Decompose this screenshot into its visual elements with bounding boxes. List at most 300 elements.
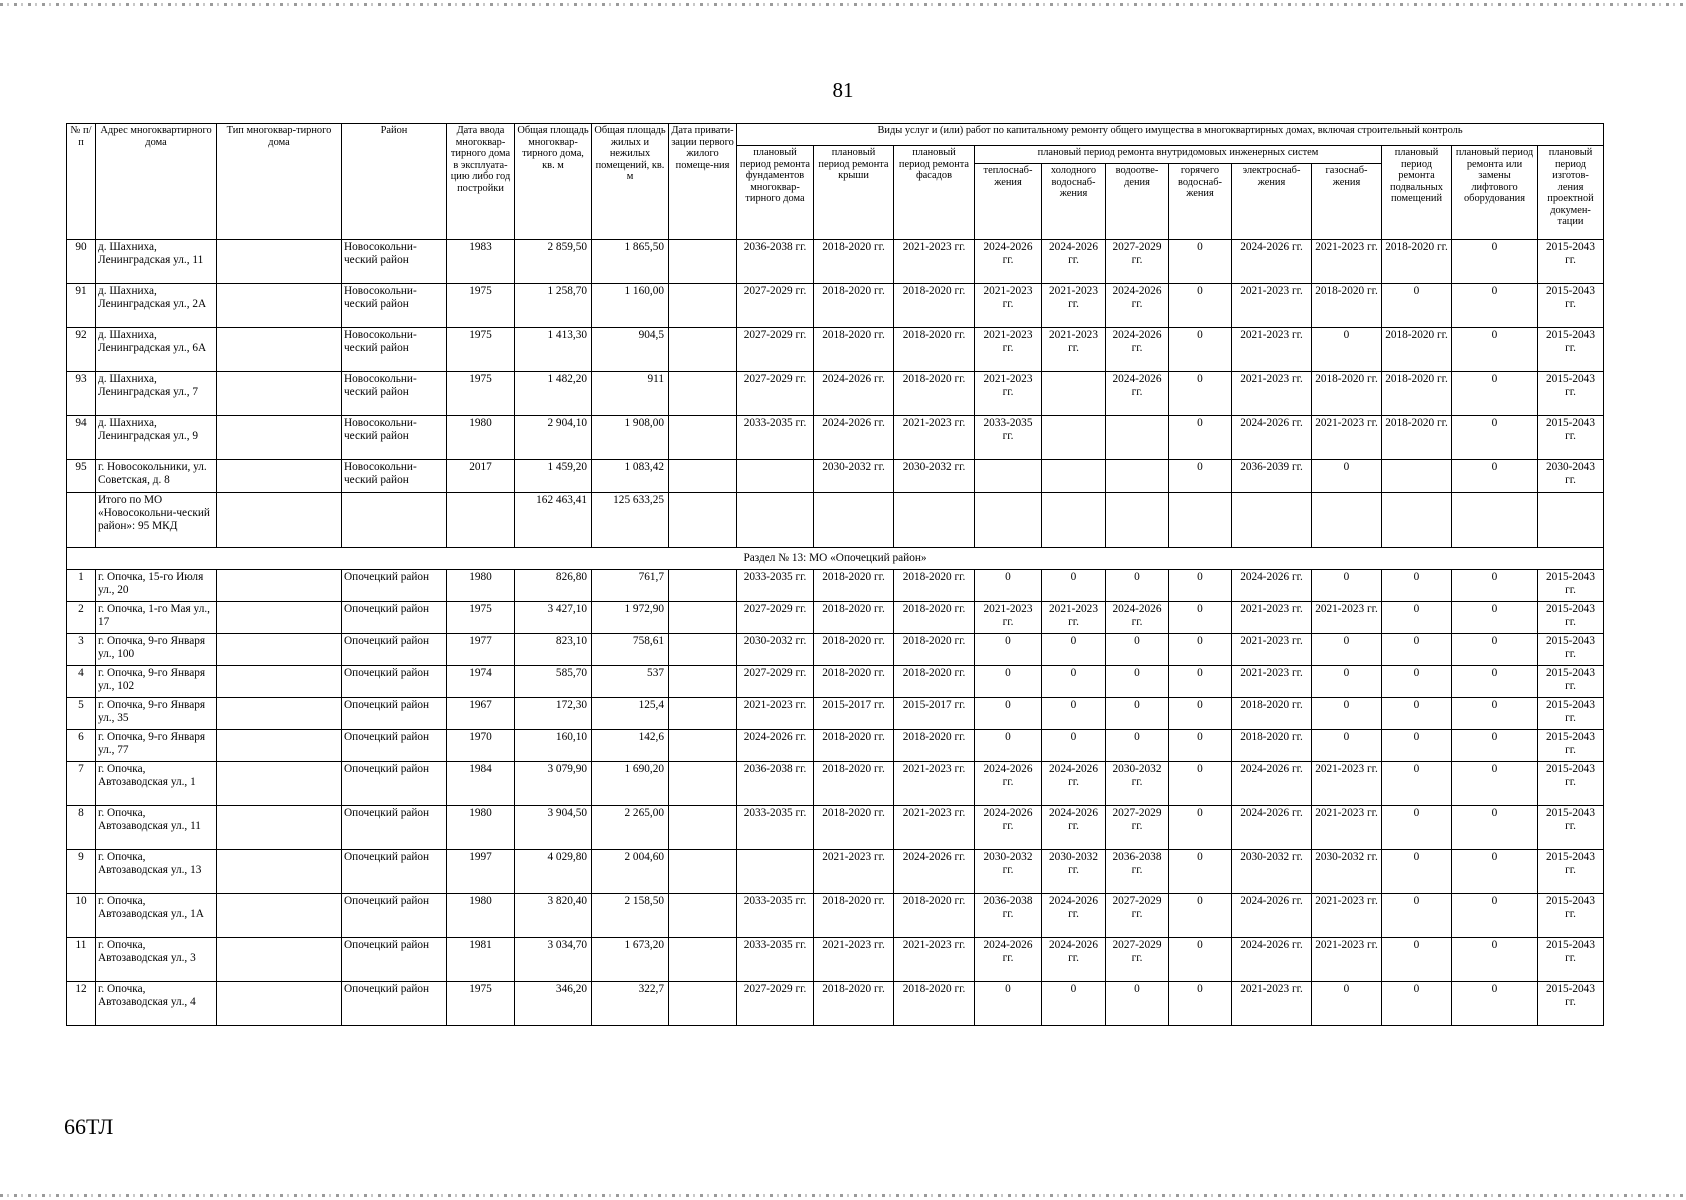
header-facade: плановый период ремонта фасадов bbox=[894, 146, 975, 240]
year-cell: 1984 bbox=[447, 762, 515, 806]
hot-water-cell: 0 bbox=[1169, 634, 1232, 666]
table-total-section bbox=[67, 493, 1604, 570]
design-docs-cell: 2015-2043 гг. bbox=[1538, 762, 1604, 806]
cold-water-cell: 0 bbox=[1042, 698, 1106, 730]
privatization-cell bbox=[669, 284, 737, 328]
design-docs-cell: 2015-2043 гг. bbox=[1538, 570, 1604, 602]
table-row bbox=[67, 698, 1604, 730]
row-number: 1 bbox=[67, 570, 96, 602]
basement-cell: 2018-2020 гг. bbox=[1382, 240, 1452, 284]
total-area-cell: 3 427,10 bbox=[515, 602, 592, 634]
row-number: 7 bbox=[67, 762, 96, 806]
elevator-cell: 0 bbox=[1452, 938, 1538, 982]
privatization-cell bbox=[669, 328, 737, 372]
header-address: Адрес многоквартирного дома bbox=[96, 124, 217, 240]
facade-cell: 2021-2023 гг. bbox=[894, 240, 975, 284]
living-area-cell: 125,4 bbox=[592, 698, 669, 730]
year-cell: 1975 bbox=[447, 982, 515, 1026]
type-cell bbox=[217, 372, 342, 416]
privatization-cell bbox=[669, 698, 737, 730]
roof-cell: 2018-2020 гг. bbox=[814, 730, 894, 762]
year-cell: 1980 bbox=[447, 894, 515, 938]
row-number: 92 bbox=[67, 328, 96, 372]
elevator-cell: 0 bbox=[1452, 372, 1538, 416]
privatization-cell bbox=[669, 730, 737, 762]
living-area-cell: 142,6 bbox=[592, 730, 669, 762]
facade-cell: 2021-2023 гг. bbox=[894, 762, 975, 806]
living-area-cell: 1 865,50 bbox=[592, 240, 669, 284]
cold-water-cell: 2024-2026 гг. bbox=[1042, 240, 1106, 284]
living-area-cell: 904,5 bbox=[592, 328, 669, 372]
foundation-cell: 2021-2023 гг. bbox=[737, 698, 814, 730]
basement-cell: 0 bbox=[1382, 730, 1452, 762]
header-total-area: Общая площадь многоквар-тирного дома, кв. м bbox=[515, 124, 592, 240]
district-cell: Опочецкий район bbox=[342, 938, 447, 982]
hot-water-cell: 0 bbox=[1169, 762, 1232, 806]
table-row bbox=[67, 982, 1604, 1026]
year-cell: 1977 bbox=[447, 634, 515, 666]
facade-cell: 2018-2020 гг. bbox=[894, 730, 975, 762]
cold-water-cell: 2024-2026 гг. bbox=[1042, 938, 1106, 982]
facade-cell: 2018-2020 гг. bbox=[894, 666, 975, 698]
privatization-cell bbox=[669, 240, 737, 284]
table-row bbox=[67, 634, 1604, 666]
header-gas: газоснаб-жения bbox=[1312, 164, 1382, 240]
table-row bbox=[67, 850, 1604, 894]
address-cell: г. Опочка, Автозаводская ул., 3 bbox=[96, 938, 217, 982]
basement-cell: 0 bbox=[1382, 762, 1452, 806]
heat-cell: 2024-2026 гг. bbox=[975, 806, 1042, 850]
address-cell: г. Опочка, 9-го Января ул., 102 bbox=[96, 666, 217, 698]
cold-water-cell: 2021-2023 гг. bbox=[1042, 328, 1106, 372]
address-cell: г. Опочка, Автозаводская ул., 1А bbox=[96, 894, 217, 938]
electric-cell: 2021-2023 гг. bbox=[1232, 602, 1312, 634]
type-cell bbox=[217, 460, 342, 493]
hot-water-cell: 0 bbox=[1169, 698, 1232, 730]
roof-cell: 2018-2020 гг. bbox=[814, 602, 894, 634]
gas-cell: 2018-2020 гг. bbox=[1312, 284, 1382, 328]
table-row bbox=[67, 570, 1604, 602]
header-roof: плановый период ремонта крыши bbox=[814, 146, 894, 240]
gas-cell: 2021-2023 гг. bbox=[1312, 938, 1382, 982]
sewer-cell: 2024-2026 гг. bbox=[1106, 602, 1169, 634]
row-number: 3 bbox=[67, 634, 96, 666]
facade-cell: 2018-2020 гг. bbox=[894, 894, 975, 938]
table-row bbox=[67, 284, 1604, 328]
cold-water-cell bbox=[1042, 460, 1106, 493]
year-cell: 1980 bbox=[447, 806, 515, 850]
district-cell: Опочецкий район bbox=[342, 698, 447, 730]
hot-water-cell: 0 bbox=[1169, 240, 1232, 284]
roof-cell: 2018-2020 гг. bbox=[814, 328, 894, 372]
heat-cell: 2021-2023 гг. bbox=[975, 284, 1042, 328]
electric-cell: 2024-2026 гг. bbox=[1232, 570, 1312, 602]
year-cell: 1974 bbox=[447, 666, 515, 698]
scan-bottom-edge bbox=[0, 1194, 1686, 1197]
facade-cell: 2021-2023 гг. bbox=[894, 806, 975, 850]
total-area-cell: 3 904,50 bbox=[515, 806, 592, 850]
heat-cell: 0 bbox=[975, 698, 1042, 730]
electric-cell: 2021-2023 гг. bbox=[1232, 328, 1312, 372]
address-cell: г. Опочка, 9-го Января ул., 100 bbox=[96, 634, 217, 666]
electric-cell: 2018-2020 гг. bbox=[1232, 730, 1312, 762]
roof-cell: 2021-2023 гг. bbox=[814, 938, 894, 982]
electric-cell: 2024-2026 гг. bbox=[1232, 240, 1312, 284]
roof-cell: 2015-2017 гг. bbox=[814, 698, 894, 730]
total-area-cell: 1 258,70 bbox=[515, 284, 592, 328]
type-cell bbox=[217, 666, 342, 698]
living-area-cell: 1 673,20 bbox=[592, 938, 669, 982]
privatization-cell bbox=[669, 762, 737, 806]
living-area-cell: 758,61 bbox=[592, 634, 669, 666]
table-row bbox=[67, 602, 1604, 634]
section-title: Раздел № 13: МО «Опочецкий район» bbox=[67, 548, 1604, 570]
gas-cell: 2021-2023 гг. bbox=[1312, 762, 1382, 806]
design-docs-cell: 2015-2043 гг. bbox=[1538, 850, 1604, 894]
hot-water-cell: 0 bbox=[1169, 894, 1232, 938]
foundation-cell: 2027-2029 гг. bbox=[737, 328, 814, 372]
living-area-cell: 911 bbox=[592, 372, 669, 416]
hot-water-cell: 0 bbox=[1169, 602, 1232, 634]
row-number: 11 bbox=[67, 938, 96, 982]
privatization-cell bbox=[669, 938, 737, 982]
total-area-cell: 1 482,20 bbox=[515, 372, 592, 416]
living-area-cell: 1 690,20 bbox=[592, 762, 669, 806]
privatization-cell bbox=[669, 806, 737, 850]
header-num: № п/п bbox=[67, 124, 96, 240]
gas-cell: 0 bbox=[1312, 460, 1382, 493]
year-cell: 1981 bbox=[447, 938, 515, 982]
foundation-cell: 2036-2038 гг. bbox=[737, 762, 814, 806]
basement-cell: 0 bbox=[1382, 634, 1452, 666]
row-number: 4 bbox=[67, 666, 96, 698]
elevator-cell: 0 bbox=[1452, 666, 1538, 698]
foundation-cell bbox=[737, 850, 814, 894]
foundation-cell: 2030-2032 гг. bbox=[737, 634, 814, 666]
total-area-cell: 826,80 bbox=[515, 570, 592, 602]
gas-cell: 0 bbox=[1312, 570, 1382, 602]
heat-cell: 2033-2035 гг. bbox=[975, 416, 1042, 460]
design-docs-cell: 2030-2043 гг. bbox=[1538, 460, 1604, 493]
foundation-cell: 2033-2035 гг. bbox=[737, 806, 814, 850]
type-cell bbox=[217, 730, 342, 762]
total-area-cell: 4 029,80 bbox=[515, 850, 592, 894]
cold-water-cell: 0 bbox=[1042, 982, 1106, 1026]
address-cell: д. Шахниха, Ленинградская ул., 6А bbox=[96, 328, 217, 372]
roof-cell: 2018-2020 гг. bbox=[814, 762, 894, 806]
address-cell: г. Опочка, Автозаводская ул., 4 bbox=[96, 982, 217, 1026]
table-row bbox=[67, 372, 1604, 416]
electric-cell: 2024-2026 гг. bbox=[1232, 806, 1312, 850]
total-area-cell: 3 034,70 bbox=[515, 938, 592, 982]
design-docs-cell: 2015-2043 гг. bbox=[1538, 372, 1604, 416]
roof-cell: 2021-2023 гг. bbox=[814, 850, 894, 894]
header-foundation: плановый период ремонта фундаментов многоквар-тирного дома bbox=[737, 146, 814, 240]
district-cell: Опочецкий район bbox=[342, 894, 447, 938]
table-row bbox=[67, 666, 1604, 698]
year-cell: 1997 bbox=[447, 850, 515, 894]
privatization-cell bbox=[669, 602, 737, 634]
heat-cell: 0 bbox=[975, 730, 1042, 762]
facade-cell: 2018-2020 гг. bbox=[894, 284, 975, 328]
electric-cell: 2021-2023 гг. bbox=[1232, 372, 1312, 416]
foundation-cell: 2033-2035 гг. bbox=[737, 938, 814, 982]
privatization-cell bbox=[669, 372, 737, 416]
district-cell: Новосокольни-ческий район bbox=[342, 416, 447, 460]
header-electric: электроснаб-жения bbox=[1232, 164, 1312, 240]
row-number: 2 bbox=[67, 602, 96, 634]
address-cell: д. Шахниха, Ленинградская ул., 9 bbox=[96, 416, 217, 460]
design-docs-cell: 2015-2043 гг. bbox=[1538, 328, 1604, 372]
roof-cell: 2018-2020 гг. bbox=[814, 240, 894, 284]
foundation-cell: 2027-2029 гг. bbox=[737, 284, 814, 328]
elevator-cell: 0 bbox=[1452, 698, 1538, 730]
privatization-cell bbox=[669, 982, 737, 1026]
sewer-cell: 2027-2029 гг. bbox=[1106, 894, 1169, 938]
total-area-cell: 823,10 bbox=[515, 634, 592, 666]
address-cell: г. Опочка, 1-го Мая ул., 17 bbox=[96, 602, 217, 634]
privatization-cell bbox=[669, 850, 737, 894]
elevator-cell: 0 bbox=[1452, 982, 1538, 1026]
living-area-cell: 1 083,42 bbox=[592, 460, 669, 493]
elevator-cell: 0 bbox=[1452, 634, 1538, 666]
foundation-cell: 2033-2035 гг. bbox=[737, 894, 814, 938]
cold-water-cell: 0 bbox=[1042, 570, 1106, 602]
address-cell: г. Опочка, Автозаводская ул., 13 bbox=[96, 850, 217, 894]
row-number: 9 bbox=[67, 850, 96, 894]
elevator-cell: 0 bbox=[1452, 570, 1538, 602]
elevator-cell: 0 bbox=[1452, 762, 1538, 806]
sewer-cell bbox=[1106, 460, 1169, 493]
total-area-cell: 2 859,50 bbox=[515, 240, 592, 284]
roof-cell: 2018-2020 гг. bbox=[814, 284, 894, 328]
table-body-part1 bbox=[67, 240, 1604, 493]
heat-cell: 2021-2023 гг. bbox=[975, 328, 1042, 372]
sewer-cell: 2027-2029 гг. bbox=[1106, 240, 1169, 284]
type-cell bbox=[217, 240, 342, 284]
header-cold-water: холодного водоснаб-жения bbox=[1042, 164, 1106, 240]
elevator-cell: 0 bbox=[1452, 850, 1538, 894]
total-area-cell: 1 413,30 bbox=[515, 328, 592, 372]
heat-cell: 2036-2038 гг. bbox=[975, 894, 1042, 938]
total-label: Итого по МО «Новосокольни-ческий район»: 95 МКД bbox=[96, 493, 217, 548]
sewer-cell: 2027-2029 гг. bbox=[1106, 806, 1169, 850]
cold-water-cell: 2021-2023 гг. bbox=[1042, 284, 1106, 328]
gas-cell: 0 bbox=[1312, 634, 1382, 666]
electric-cell: 2021-2023 гг. bbox=[1232, 666, 1312, 698]
facade-cell: 2018-2020 гг. bbox=[894, 982, 975, 1026]
elevator-cell: 0 bbox=[1452, 416, 1538, 460]
foundation-cell: 2033-2035 гг. bbox=[737, 416, 814, 460]
design-docs-cell: 2015-2043 гг. bbox=[1538, 894, 1604, 938]
total-area-cell: 3 079,90 bbox=[515, 762, 592, 806]
heat-cell: 0 bbox=[975, 634, 1042, 666]
address-cell: г. Опочка, 15-го Июля ул., 20 bbox=[96, 570, 217, 602]
row-number: 90 bbox=[67, 240, 96, 284]
header-type: Тип многоквар-тирного дома bbox=[217, 124, 342, 240]
hot-water-cell: 0 bbox=[1169, 570, 1232, 602]
living-area-cell: 1 908,00 bbox=[592, 416, 669, 460]
foundation-cell: 2027-2029 гг. bbox=[737, 602, 814, 634]
type-cell bbox=[217, 762, 342, 806]
sewer-cell: 2030-2032 гг. bbox=[1106, 762, 1169, 806]
district-cell: Новосокольни-ческий район bbox=[342, 240, 447, 284]
type-cell bbox=[217, 698, 342, 730]
hot-water-cell: 0 bbox=[1169, 284, 1232, 328]
electric-cell: 2021-2023 гг. bbox=[1232, 982, 1312, 1026]
facade-cell: 2018-2020 гг. bbox=[894, 570, 975, 602]
privatization-cell bbox=[669, 570, 737, 602]
header-hot-water: горячего водоснаб-жения bbox=[1169, 164, 1232, 240]
district-cell: Новосокольни-ческий район bbox=[342, 460, 447, 493]
foundation-cell: 2027-2029 гг. bbox=[737, 666, 814, 698]
hot-water-cell: 0 bbox=[1169, 416, 1232, 460]
total-area-cell: 346,20 bbox=[515, 982, 592, 1026]
address-cell: г. Опочка, 9-го Января ул., 35 bbox=[96, 698, 217, 730]
address-cell: д. Шахниха, Ленинградская ул., 11 bbox=[96, 240, 217, 284]
header-living-area: Общая площадь жилых и нежилых помещений, кв. м bbox=[592, 124, 669, 240]
row-number: 91 bbox=[67, 284, 96, 328]
year-cell: 2017 bbox=[447, 460, 515, 493]
heat-cell: 2021-2023 гг. bbox=[975, 372, 1042, 416]
row-number: 8 bbox=[67, 806, 96, 850]
design-docs-cell: 2015-2043 гг. bbox=[1538, 982, 1604, 1026]
elevator-cell: 0 bbox=[1452, 240, 1538, 284]
district-cell: Новосокольни-ческий район bbox=[342, 328, 447, 372]
header-systems-group: плановый период ремонта внутридомовых инженерных систем bbox=[975, 146, 1382, 164]
cold-water-cell: 2024-2026 гг. bbox=[1042, 762, 1106, 806]
cold-water-cell: 2024-2026 гг. bbox=[1042, 894, 1106, 938]
electric-cell: 2024-2026 гг. bbox=[1232, 762, 1312, 806]
address-cell: г. Опочка, 9-го Января ул., 77 bbox=[96, 730, 217, 762]
living-area-cell: 1 160,00 bbox=[592, 284, 669, 328]
district-cell: Опочецкий район bbox=[342, 730, 447, 762]
sewer-cell: 0 bbox=[1106, 666, 1169, 698]
living-area-cell: 1 972,90 bbox=[592, 602, 669, 634]
roof-cell: 2018-2020 гг. bbox=[814, 894, 894, 938]
facade-cell: 2024-2026 гг. bbox=[894, 850, 975, 894]
total-area-sum: 162 463,41 bbox=[515, 493, 592, 548]
district-cell: Новосокольни-ческий район bbox=[342, 284, 447, 328]
elevator-cell: 0 bbox=[1452, 602, 1538, 634]
cold-water-cell: 0 bbox=[1042, 666, 1106, 698]
address-cell: д. Шахниха, Ленинградская ул., 2А bbox=[96, 284, 217, 328]
gas-cell: 2021-2023 гг. bbox=[1312, 416, 1382, 460]
design-docs-cell: 2015-2043 гг. bbox=[1538, 698, 1604, 730]
sewer-cell bbox=[1106, 416, 1169, 460]
design-docs-cell: 2015-2043 гг. bbox=[1538, 240, 1604, 284]
year-cell: 1975 bbox=[447, 372, 515, 416]
basement-cell: 0 bbox=[1382, 982, 1452, 1026]
privatization-cell bbox=[669, 634, 737, 666]
district-cell: Опочецкий район bbox=[342, 762, 447, 806]
gas-cell: 0 bbox=[1312, 666, 1382, 698]
electric-cell: 2021-2023 гг. bbox=[1232, 284, 1312, 328]
total-area-cell: 2 904,10 bbox=[515, 416, 592, 460]
district-cell: Опочецкий район bbox=[342, 602, 447, 634]
hot-water-cell: 0 bbox=[1169, 730, 1232, 762]
hot-water-cell: 0 bbox=[1169, 666, 1232, 698]
gas-cell: 0 bbox=[1312, 328, 1382, 372]
design-docs-cell: 2015-2043 гг. bbox=[1538, 666, 1604, 698]
basement-cell: 0 bbox=[1382, 602, 1452, 634]
district-cell: Новосокольни-ческий район bbox=[342, 372, 447, 416]
row-number: 95 bbox=[67, 460, 96, 493]
gas-cell: 0 bbox=[1312, 730, 1382, 762]
facade-cell: 2018-2020 гг. bbox=[894, 328, 975, 372]
roof-cell: 2018-2020 гг. bbox=[814, 982, 894, 1026]
facade-cell: 2015-2017 гг. bbox=[894, 698, 975, 730]
address-cell: г. Новосокольники, ул. Советская, д. 8 bbox=[96, 460, 217, 493]
basement-cell: 0 bbox=[1382, 284, 1452, 328]
facade-cell: 2030-2032 гг. bbox=[894, 460, 975, 493]
table-row bbox=[67, 240, 1604, 284]
gas-cell: 0 bbox=[1312, 698, 1382, 730]
elevator-cell: 0 bbox=[1452, 806, 1538, 850]
basement-cell: 0 bbox=[1382, 938, 1452, 982]
living-area-cell: 322,7 bbox=[592, 982, 669, 1026]
sewer-cell: 0 bbox=[1106, 730, 1169, 762]
sewer-cell: 2024-2026 гг. bbox=[1106, 328, 1169, 372]
total-area-cell: 1 459,20 bbox=[515, 460, 592, 493]
table-row bbox=[67, 416, 1604, 460]
type-cell bbox=[217, 570, 342, 602]
heat-cell: 2024-2026 гг. bbox=[975, 938, 1042, 982]
type-cell bbox=[217, 328, 342, 372]
year-cell: 1980 bbox=[447, 570, 515, 602]
table-row bbox=[67, 938, 1604, 982]
heat-cell: 2030-2032 гг. bbox=[975, 850, 1042, 894]
foundation-cell: 2033-2035 гг. bbox=[737, 570, 814, 602]
heat-cell: 0 bbox=[975, 666, 1042, 698]
table-row bbox=[67, 894, 1604, 938]
address-cell: г. Опочка, Автозаводская ул., 11 bbox=[96, 806, 217, 850]
privatization-cell bbox=[669, 416, 737, 460]
electric-cell: 2021-2023 гг. bbox=[1232, 634, 1312, 666]
type-cell bbox=[217, 850, 342, 894]
header-privatization-date: Дата привати-зации первого жилого помеще-ния bbox=[669, 124, 737, 240]
page-number: 81 bbox=[832, 78, 854, 102]
electric-cell: 2024-2026 гг. bbox=[1232, 416, 1312, 460]
cold-water-cell bbox=[1042, 372, 1106, 416]
foundation-cell: 2027-2029 гг. bbox=[737, 982, 814, 1026]
year-cell: 1975 bbox=[447, 602, 515, 634]
header-commission-date: Дата ввода многоквар-тирного дома в эксплуата-цию либо год постройки bbox=[447, 124, 515, 240]
foundation-cell: 2036-2038 гг. bbox=[737, 240, 814, 284]
header-design-docs: плановый период изготов-ления проектной докумен-тации bbox=[1538, 146, 1604, 240]
total-area-cell: 3 820,40 bbox=[515, 894, 592, 938]
total-area-cell: 585,70 bbox=[515, 666, 592, 698]
year-cell: 1975 bbox=[447, 284, 515, 328]
district-cell: Опочецкий район bbox=[342, 806, 447, 850]
row-number: 6 bbox=[67, 730, 96, 762]
year-cell: 1970 bbox=[447, 730, 515, 762]
sewer-cell: 0 bbox=[1106, 634, 1169, 666]
header-district: Район bbox=[342, 124, 447, 240]
living-area-cell: 2 265,00 bbox=[592, 806, 669, 850]
elevator-cell: 0 bbox=[1452, 460, 1538, 493]
heat-cell bbox=[975, 460, 1042, 493]
gas-cell: 2021-2023 гг. bbox=[1312, 894, 1382, 938]
header-sewer: водоотве-дения bbox=[1106, 164, 1169, 240]
roof-cell: 2018-2020 гг. bbox=[814, 570, 894, 602]
row-number: 12 bbox=[67, 982, 96, 1026]
roof-cell: 2030-2032 гг. bbox=[814, 460, 894, 493]
electric-cell: 2024-2026 гг. bbox=[1232, 938, 1312, 982]
elevator-cell: 0 bbox=[1452, 894, 1538, 938]
cold-water-cell: 0 bbox=[1042, 730, 1106, 762]
roof-cell: 2024-2026 гг. bbox=[814, 416, 894, 460]
